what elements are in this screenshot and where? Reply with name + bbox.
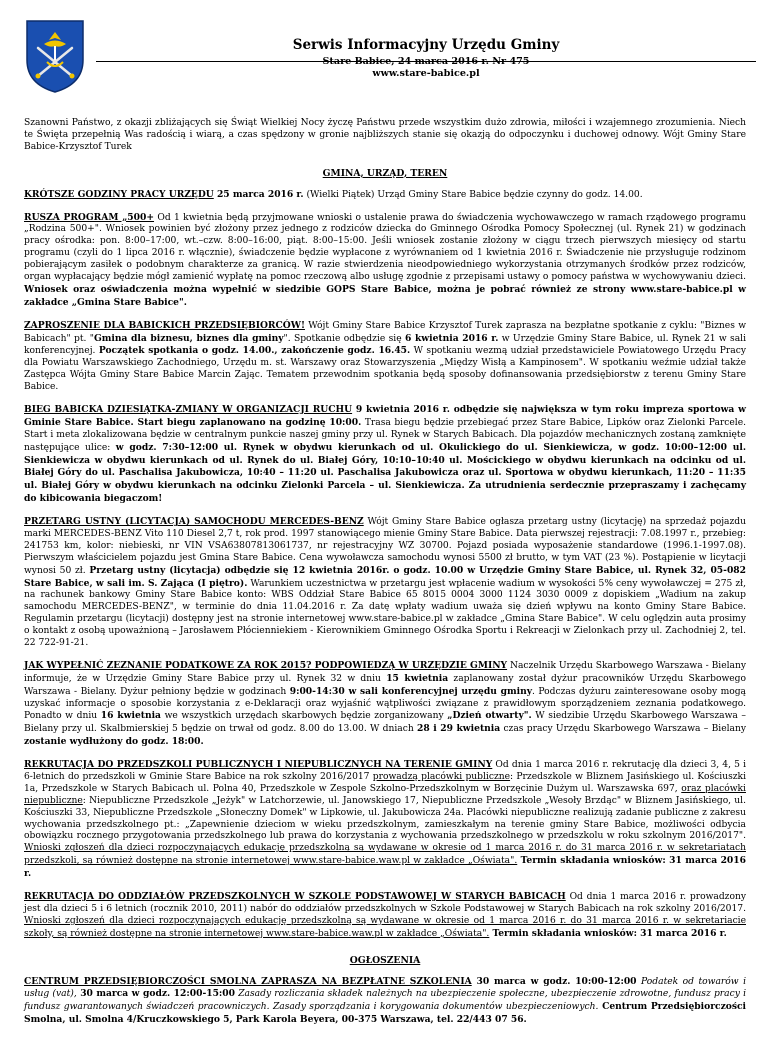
section-heading-gmina: GMINA, URZĄD, TEREN [322, 167, 448, 179]
article-preschool-enrollment: REKRUTACJA DO PRZEDSZKOLI PUBLICZNYCH I NIEPUBLICZNYCH NA TERENIE GMINY Od dnia 1 marca 2016 r. rekrutację dla dzieci 3, 4, 5 i 6-letnich do przedszkoli w Gminie Stare Babice na rok szkolny 2016/2017 prowadzą placówki publiczne: Przedszkole w Bliznem Jasińskiego ul. Kościuszki 1a, Przedszkole w Starych Babicach ul. Polna 40, Przedszkole w Zespole Szkolno-Przedszkolnym w Borzęcinie Dużym ul. Warszawska 697, oraz placówki niepubliczne: Niepubliczne Przedszkole „Jeżyk" w Latchorzewie, ul. Janowskiego 17, Niepubliczne Przedszkole „Wesoły Brzdąc" w Bliznem Jasińskiego, ul. Kościuszki 33, Niepubliczne Przedszkole „Słoneczny Domek" w Lipkowie, ul. Jakubowicza 24a. Placówki niepubliczne realizują zadanie publiczne z zakresu wychowania przedszkolnego pt.: „Zapewnienie dzieciom w wieku przedszkolnym, zamieszkałym na terenie gminy Stare Babice, możliwości odbycia obowiązku rocznego przygotowania przedszkolnego lub prawa do korzystania z wychowania przedszkolnego w przedszkolu w roku szkolnym 2016/2017". Wnioski zgłoszeń dla dzieci rozpoczynających edukację przedszkolną są wydawane w okresie od 1 marca 2016 r. do 31 marca 2016 r. w sekretariatach przedszkoli, są również dostępne na stronie internetowej www.stare-babice.waw.pl w zakładce „Oświata". Termin składania wniosków: 31 marca 2016 r. [24, 759, 747, 880]
article-heading: REKRUTACJA DO PRZEDSZKOLI PUBLICZNYCH I NIEPUBLICZNYCH NA TERENIE GMINY [24, 759, 493, 771]
article-heading: RUSZA PROGRAM „500+ [24, 211, 155, 223]
article-heading: KRÓTSZE GODZINY PRACY URZĘDU [24, 188, 214, 200]
issue-info: Stare Babice, 24 marca 2016 r. Nr 475 [322, 55, 530, 67]
article-500-program: RUSZA PROGRAM „500+ Od 1 kwietnia będą przyjmowane wnioski o ustalenie prawa do świadczenia wychowawczego w ramach rządowego programu „Rodzina 500+". Wniosek powinien być złożony przez jednego z rodziców dziecka do Gminnego Ośrodka Pomocy Społecznej (ul. Rynek 21) w godzinach pracy ośrodka: pon. 8:00–17:00, wt.–czw. 8:00–16:00, piąt. 8:00–15:00. Jeśli wniosek zostanie złożony w ciągu trzech pierwszych miesięcy od startu programu (czyli do 1 lipca 2016 r. włącznie), świadczenie będzie wypłacone z wyrównaniem od 1 kwietnia 2016 r. Świadczenie nie przysługuje rodzinom pobierającym zasiłek o podobnym charakterze za granicą. W razie stwierdzenia nieodpowiedniego wykorzystania otrzymanych środków przez rodziców, organ wypłacający będzie mógł zamienić wypłatę na pomoc rzeczową albo usługę zgodnie z przepisami ustawy o pomocy państwa w wychowywaniu dzieci. Wniosek oraz oświadczenia można wypełnić w siedzibie GOPS Stare Babice, można je pobrać również ze strony www.stare-babice.pl w zakładce „Gmina Stare Babice". [24, 211, 746, 308]
article-training: CENTRUM PRZEDSIĘBIORCZOŚCI SMOLNA ZAPRASZA NA BEZPŁATNE SZKOLENIA 30 marca w godz. 10:00-12:00 Podatek od towarów i usług (vat), 30 marca w godz. 12:00-15:00 Zasady rozliczania składek należnych na ubezpieczenie społeczne, ubezpieczenie zdrowotne, fundusz pracy i fundusz gwarantowanych świadczeń pracowniczych. Zasady sporządzania i korygowania dokumentów ubezpieczeniowych. Centrum Przedsiębiorczości Smolna, ul. Smolna 4/Kruczkowskiego 5, Park Karola Beyera, 00-375 Warszawa, tel. 22/443 07 56. [24, 975, 747, 1026]
header [24, 18, 746, 96]
article-heading: BIEG BABICKA DZIESIĄTKA-ZMIANY W ORGANIZACJI RUCHU [24, 403, 353, 415]
article-heading: REKRUTACJA DO ODDZIAŁÓW PRZEDSZKOLNYCH W SZKOLE PODSTAWOWEJ W STARYCH BABICACH [24, 891, 566, 903]
article-run-traffic: BIEG BABICKA DZIESIĄTKA-ZMIANY W ORGANIZACJI RUCHU 9 kwietnia 2016 r. odbędzie się największa w tym roku impreza sportowa w Gminie Stare Babice. Start biegu zaplanowano na godzinę 10:00. Trasa biegu będzie przebiegać przez Stare Babice, Lipków oraz Zielonki Parcele. Start i meta zlokalizowana będzie w centralnym punkcie naszej gminy przy ul. Rynek w Starych Babicach. Dla pojazdów mechanicznych zostaną zamknięte następujące ulice: w godz. 7:30–12:00 ul. Rynek w obydwu kierunkach od ul. Okulickiego do ul. Sienkiewicza, w godz. 10:00–12:00 ul. Sienkiewicza w obydwu kierunkach od ul. Rynek do ul. Białej Góry, 10:10–10:40 ul. Mościckiego w obydwu kierunkach na odcinku od ul. Białej Góry do ul. Paschalisa Jakubowicza, 10:40 – 11:20 ul. Paschalisa Jakubowicza oraz ul. Sportowa w obydwu kierunkach, 11:20 – 11:35 ul. Białej Góry w obydwu kierunkach na odcinku Zielonki Parcela – ul. Sienkiewicza. Za utrudnienia serdecznie przepraszamy i zachęcamy do kibicowania biegaczom! [24, 403, 746, 505]
website-url[interactable]: www.stare-babice.pl [372, 68, 480, 80]
article-school-preschool: REKRUTACJA DO ODDZIAŁÓW PRZEDSZKOLNYCH W SZKOLE PODSTAWOWEJ W STARYCH BABICACH Od dnia 1 marca 2016 r. prowadzony jest dla dzieci 5 i 6 letnich (rocznik 2010, 2011) nabór do oddziałów przedszkolnych w Szkole Podstawowej w Starych Babicach na rok szkolny 2016/2017. Wnioski zgłoszeń dla dzieci rozpoczynających edukację przedszkolną są wydawane w okresie od 1 marca 2016 r. do 31 marca 2016 r. w sekretariacie szkoły, są również dostępne na stronie internetowej www.stare-babice.waw.pl w zakładce „Oświata". Termin składania wniosków: 31 marca 2016 r. [24, 891, 746, 939]
article-office-hours: KRÓTSZE GODZINY PRACY URZĘDU 25 marca 2016 r. (Wielki Piątek) Urząd Gminy Stare Babice będzie czynny do godz. 14.00. [24, 188, 643, 200]
article-heading: ZAPROSZENIE DLA BABICKICH PRZEDSIĘBIORCÓW! [24, 319, 305, 331]
page [24, 18, 746, 1037]
newsletter-title: Serwis Informacyjny Urzędu Gminy [292, 37, 560, 53]
article-business-invitation: ZAPROSZENIE DLA BABICKICH PRZEDSIĘBIORCÓW! Wójt Gminy Stare Babice Krzysztof Turek zaprasza na bezpłatne spotkanie z cyklu: "Biznes w Babicach" pt. "Gmina dla biznesu, biznes dla gminy". Spotkanie odbędzie się 6 kwietnia 2016 r. w Urzędzie Gminy Stare Babice, ul. Rynek 21 w sali konferencyjnej. Początek spotkania o godz. 14.00., zakończenie godz. 16.45. W spotkaniu wezmą udział przedstawiciele Powiatowego Urzędu Pracy dla Powiatu Warszawskiego Zachodniego, Urzędu m. st. Warszawy oraz Stowarzyszenia „Między Wisłą a Kampinosem". W spotkaniu weźmie udział także Zastępca Wójta Gminy Stare Babice Marcin Zając. Tematem przewodnim spotkania będą sposoby dofinansowania przedsiębiorstw z terenu Gminy Stare Babice. [24, 319, 747, 393]
section-heading-announcements: OGŁOSZENIA [349, 954, 421, 966]
article-heading: JAK WYPEŁNIĆ ZEZNANIE PODATKOWE ZA ROK 2015? PODPOWIEDZĄ W URZĘDZIE GMINY [24, 659, 508, 671]
easter-greeting: Szanowni Państwo, z okazji zbliżających się Świąt Wielkiej Nocy życzę Państwu przede wszystkim dużo zdrowia, miłości i wzajemnego zrozumienia. Niech te Święta przepełnią Was radością i wiarą, a czas spędzony w gronie najbliższych stanie się okazją do odpoczynku i duchowej odnowy. Wójt Gminy Stare Babice-Krzysztof Turek [24, 118, 746, 152]
article-heading: CENTRUM PRZEDSIĘBIORCZOŚCI SMOLNA ZAPRASZA NA BEZPŁATNE SZKOLENIA [24, 975, 472, 987]
article-vehicle-auction: PRZETARG USTNY (LICYTACJA) SAMOCHODU MERCEDES-BENZ Wójt Gminy Stare Babice ogłasza przetarg ustny (licytację) na sprzedaż pojazdu marki MERCEDES-BENZ Vito 110 Diesel 2,7 t, rok prod. 1997 stanowiącego mienie Gminy Stare Babice. Data pierwszej rejestracji: 7.08.1997 r., przebieg: 241753 km, kolor: niebieski, nr VIN VSA63807813061737, nr rejestracyjny WZ 30700. Pojazd posiada wyposażenie standardowe (1996.1-1997.08). Pierwszym właścicielem pojazdu jest Gmina Stare Babice. Cena wywoławcza samochodu wynosi 5500 zł brutto, w tym VAT (23 %). Postąpienie w licytacji wynosi 50 zł. Przetarg ustny (licytacja) odbędzie się 12 kwietnia 2016r. o godz. 10.00 w Urzędzie Gminy Stare Babice, ul. Rynek 32, 05-082 Stare Babice, w sali im. S. Zająca (I piętro). Warunkiem uczestnictwa w przetargu jest wpłacenie wadium w wysokości 5% ceny wywoławczej = 275 zł, na rachunek bankowy Gminy Stare Babice konto: WBS Oddział Stare Babice 65 8015 0004 3000 1124 3030 0009 z dopiskiem „Wadium na zakup samochodu MERCEDES-BENZ", w terminie do dnia 11.04.2016 r. Za datę wpłaty wadium uważa się dzień wpływu na konto Gminy Stare Babice. Regulamin przetargu (licytacji) dostępny jest na stronie internetowej www.stare-babice.pl w zakładce „Gmina Stare Babice". W celu oględzin auta prosimy o kontakt z osobą upoważnioną – Jarosławem Płócienniekiem - Kierownikiem Gminnego Ośrodka Sportu i Rekreacji w Zielonkach przy ul. Zachodniej 2, tel. 22 722-91-21. [24, 516, 746, 649]
article-tax-return: JAK WYPEŁNIĆ ZEZNANIE PODATKOWE ZA ROK 2015? PODPOWIEDZĄ W URZĘDZIE GMINY Naczelnik Urzędu Skarbowego Warszawa - Bielany informuje, że w Urzędzie Gminy Stare Babice przy ul. Rynek 32 w dniu 15 kwietnia zaplanowany został dyżur pracowników Urzędu Skarbowego Warszawa - Bielany. Dyżur pełniony będzie w godzinach 9:00-14:30 w sali konferencyjnej urzędu gminy. Podczas dyżuru zainteresowane osoby mogą uzyskać informacje o sposobie korzystania z e-Deklaracji oraz wyjaśnić wątpliwości związane z prawidłowym sporządzeniem zeznania podatkowego. Ponadto w dniu 16 kwietnia we wszystkich urzędach skarbowych będzie zorganizowany „Dzień otwarty". W siedzibie Urzędu Skarbowego Warszawa – Bielany przy ul. Skalbmierskiej 5 będzie on trwał od godz. 8.00 do 13.00. W dniach 28 i 29 kwietnia czas pracy Urzędu Skarbowego Warszawa – Bielany zostanie wydłużony do godz. 18:00. [24, 659, 747, 748]
article-heading: PRZETARG USTNY (LICYTACJA) SAMOCHODU MERCEDES-BENZ [24, 516, 364, 528]
coat-of-arms-icon [24, 18, 86, 94]
header-box [96, 23, 756, 80]
